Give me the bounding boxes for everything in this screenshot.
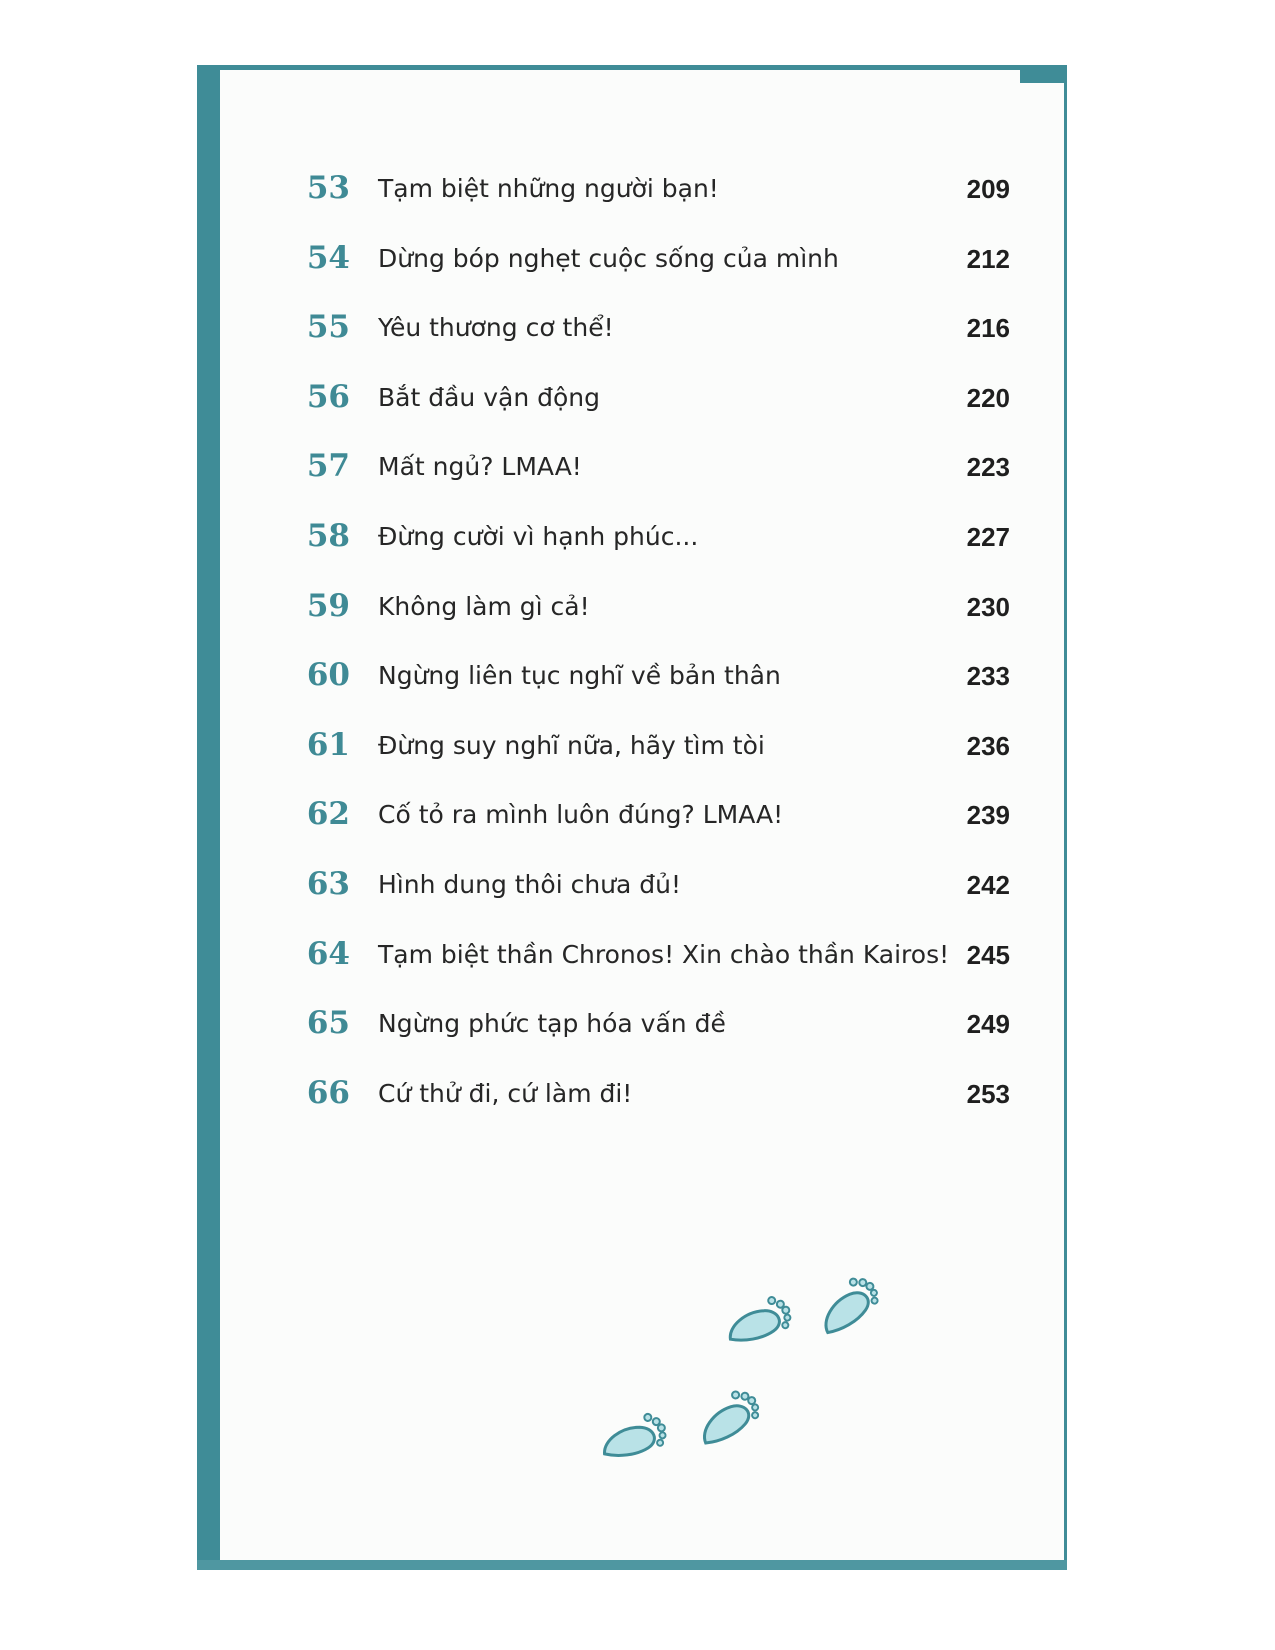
toc-entry-60: [290, 655, 1010, 725]
chapter-title: Mất ngủ? LMAA!: [378, 452, 582, 482]
chapter-number: 55: [306, 309, 350, 346]
page-corner-accent: [1020, 65, 1067, 83]
chapter-title: Tạm biệt những người bạn!: [378, 174, 719, 203]
toc-entry-66: [290, 1073, 1010, 1143]
footprint-icon: [598, 1409, 672, 1473]
page-number: 209: [966, 174, 1010, 204]
chapter-title: Đừng cười vì hạnh phúc...: [378, 521, 699, 551]
toc-entry-63: [290, 864, 1010, 934]
chapter-number: 57: [306, 448, 350, 485]
chapter-number: 62: [306, 796, 350, 833]
page-number: 253: [966, 1078, 1010, 1109]
chapter-title: Yêu thương cơ thể!: [378, 313, 614, 343]
toc-entry-55: [290, 307, 1010, 377]
toc-entry-58: [290, 516, 1010, 586]
toc-entry-59: [290, 586, 1010, 656]
chapter-title: Bắt đầu vận động: [378, 382, 600, 412]
chapter-number: 60: [306, 657, 350, 694]
chapter-number: 65: [306, 1005, 350, 1042]
chapter-number: 56: [306, 378, 350, 415]
page-number: 236: [966, 730, 1010, 761]
footprint-icon: [724, 1292, 797, 1358]
page-number: 249: [966, 1009, 1010, 1040]
page-number: 230: [966, 591, 1010, 622]
toc-entry-61: [290, 725, 1010, 795]
page-number: 233: [966, 661, 1010, 692]
chapter-title: Cố tỏ ra mình luôn đúng? LMAA!: [378, 800, 784, 830]
toc-entry-65: [290, 1003, 1010, 1073]
chapter-title: Tạm biệt thần Chronos! Xin chào thần Kairos!: [378, 939, 950, 969]
page-number: 245: [966, 939, 1010, 970]
footprints-icon: [580, 1270, 910, 1510]
chapter-title: Cứ thử đi, cứ làm đi!: [378, 1078, 633, 1108]
page-number: 242: [966, 869, 1010, 900]
page-number: 239: [966, 800, 1010, 831]
chapter-title: Ngừng liên tục nghĩ về bản thân: [378, 661, 781, 691]
page-number: 223: [966, 452, 1010, 483]
table-of-contents: [290, 168, 1010, 1142]
chapter-title: Ngừng phức tạp hóa vấn đề: [378, 1009, 726, 1039]
chapter-number: 66: [306, 1074, 350, 1111]
page-number: 216: [966, 313, 1010, 344]
page-number: 227: [966, 521, 1010, 552]
page-bottom-edge: [197, 1560, 1067, 1570]
chapter-number: 59: [306, 587, 350, 624]
toc-entry-62: [290, 794, 1010, 864]
chapter-title: Hình dung thôi chưa đủ!: [378, 869, 682, 899]
chapter-number: 53: [306, 170, 350, 206]
page-number: 212: [966, 243, 1010, 274]
toc-entry-64: [290, 934, 1010, 1004]
toc-entry-56: [290, 377, 1010, 447]
chapter-number: 63: [306, 865, 350, 902]
chapter-number: 61: [306, 726, 350, 763]
toc-entry-53: [290, 168, 1010, 238]
toc-entry-54: [290, 238, 1010, 308]
footprint-icon: [697, 1385, 766, 1457]
chapter-number: 58: [306, 517, 350, 554]
footprint-icon: [818, 1272, 884, 1345]
chapter-number: 54: [306, 239, 350, 276]
chapter-title: Dừng bóp nghẹt cuộc sống của mình: [378, 243, 839, 273]
chapter-number: 64: [306, 935, 350, 972]
page-number: 220: [966, 382, 1010, 413]
chapter-title: Không làm gì cả!: [378, 591, 590, 621]
toc-entry-57: [290, 446, 1010, 516]
chapter-title: Đừng suy nghĩ nữa, hãy tìm tòi: [378, 730, 765, 760]
